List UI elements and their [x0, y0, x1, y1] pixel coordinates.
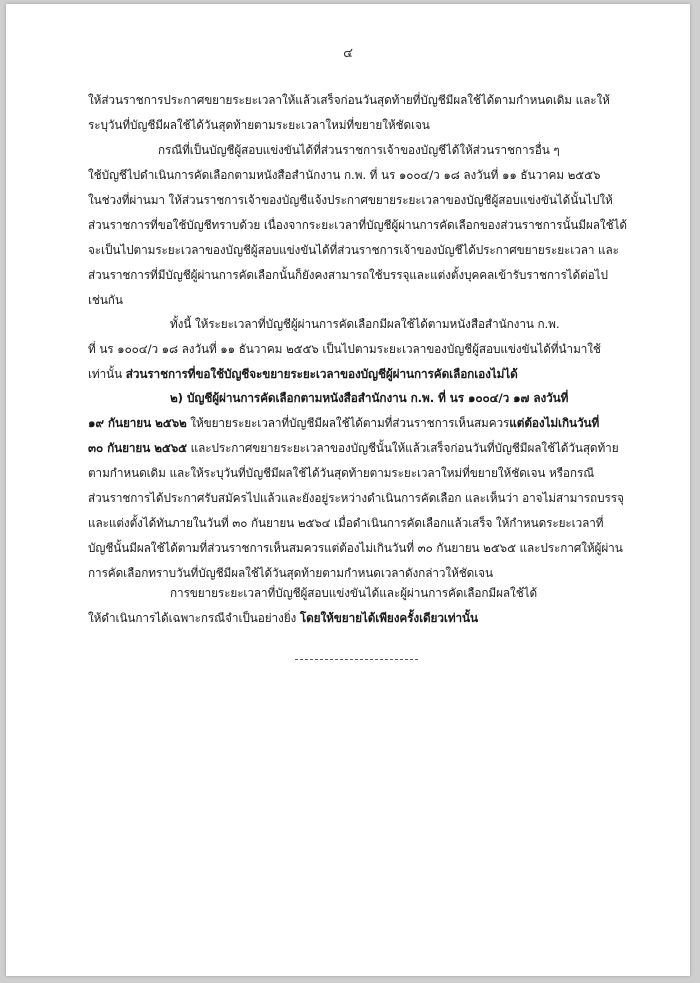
text-line: [88, 606, 623, 631]
text-line: ส่วนราชการที่ขอใช้บัญชีทราบด้วย เนื่องจากระยะเวลาที่บัญชีผู้ผ่านการคัดเลือกของส่วนราชการนั้นมีผลใช้ได้: [88, 218, 627, 232]
text-span: ให้ขยายระยะเวลาที่บัญชีมีผลใช้ได้ตามที่ส่วนราชการเห็นสมควร: [186, 416, 510, 430]
text-span: เท่านั้น: [88, 367, 126, 381]
text-line: การขยายระยะเวลาที่บัญชีผู้สอบแข่งขันได้และผู้ผ่านการคัดเลือกมีผลใช้ได้: [170, 586, 538, 600]
text-line: [88, 362, 623, 387]
paragraph-1: [88, 88, 623, 138]
text-line: บัญชีนั้นมีผลใช้ได้ตามที่ส่วนราชการเห็นสมควรแต่ต้องไม่เกินวันที่ ๓๐ กันยายน ๒๕๖๕ และประกาศให้ผู้ผ่าน: [88, 541, 623, 555]
text-line: [88, 411, 623, 436]
section-heading: ๒) บัญชีผู้ผ่านการคัดเลือกตามหนังสือสำนักงาน ก.พ. ที่ นร ๑๐๐๔/ว ๑๗ ลงวันที่: [170, 391, 569, 405]
document-page: [6, 4, 690, 976]
text-span: ให้ดำเนินการได้เฉพาะกรณีจำเป็นอย่างยิ่ง: [88, 611, 300, 625]
text-line: ที่ นร ๑๐๐๔/ว ๑๘ ลงวันที่ ๑๑ ธันวาคม ๒๕๕๖ เป็นไปตามระยะเวลาของบัญชีผู้สอบแข่งขันได้ที่นำมาใช้: [88, 342, 601, 356]
text-line: ใช้บัญชีไปดำเนินการคัดเลือกตามหนังสือสำนักงาน ก.พ. ที่ นร ๑๐๐๔/ว ๑๘ ลงวันที่ ๑๑ ธันวาคม ๒๕๕๖: [88, 168, 601, 182]
page-number: ๔: [343, 46, 353, 61]
text-line: เช่นกัน: [88, 293, 123, 307]
paragraph-5: [88, 581, 623, 631]
paragraph-2: [88, 138, 627, 313]
text-line: ส่วนราชการที่มีบัญชีผู้ผ่านการคัดเลือกนั้นก็ยังคงสามารถใช้บรรจุและแต่งตั้งบุคคลเข้ารับราชการได้ต่อไป: [88, 268, 608, 282]
text-line: ในช่วงที่ผ่านมา ให้ส่วนราชการเจ้าของบัญชีแจ้งประกาศขยายระยะเวลาของบัญชีผู้สอบแข่งขันได้นั้นไปให้: [88, 193, 613, 207]
text-line: ส่วนราชการได้ประกาศรับสมัครไปแล้วและยังอยู่ระหว่างดำเนินการคัดเลือก และเห็นว่า อาจไม่สามารถบรรจุ: [88, 491, 624, 505]
bold-text: โดยให้ขยายได้เพียงครั้งเดียวเท่านั้น: [299, 611, 478, 625]
text-line: ตามกำหนดเดิม และให้ระบุวันที่บัญชีมีผลใช้ได้วันสุดท้ายตามระยะเวลาใหม่ที่ขยายให้ชัดเจน หรือกรณี: [88, 466, 595, 480]
text-line: [88, 436, 623, 461]
bold-text: แต่ต้องไม่เกินวันที่: [509, 416, 600, 430]
text-line: การคัดเลือกทราบวันที่บัญชีมีผลใช้ได้วันสุดท้ายตามกำหนดเวลาดังกล่าวให้ชัดเจน: [88, 566, 493, 580]
end-divider: [295, 659, 418, 660]
text-line: จะเป็นไปตามระยะเวลาของบัญชีผู้สอบแข่งขันได้ที่ส่วนราชการเจ้าของบัญชีได้ประกาศขยายระยะเวลา และ: [88, 243, 619, 257]
bold-date: ๓๐ กันยายน ๒๕๖๕: [88, 441, 187, 455]
bold-text: ส่วนราชการที่ขอใช้บัญชีจะขยายระยะเวลาของบัญชีผู้ผ่านการคัดเลือกเองไม่ได้: [125, 367, 518, 381]
text-line: กรณีที่เป็นบัญชีผู้สอบแข่งขันได้ที่ส่วนราชการเจ้าของบัญชีได้ให้ส่วนราชการอื่น ๆ: [158, 143, 560, 157]
text-line: และแต่งตั้งได้ทันภายในวันที่ ๓๐ กันยายน ๒๕๖๔ เมื่อดำเนินการคัดเลือกแล้วเสร็จ ให้กำหนดระยะเวลาที่: [88, 516, 604, 530]
bold-date: ๑๙ กันยายน ๒๕๖๒: [88, 416, 187, 430]
text-line: ให้ส่วนราชการประกาศขยายระยะเวลาให้แล้วเสร็จก่อนวันสุดท้ายที่บัญชีมีผลใช้ได้ตามกำหนดเดิม และให้: [88, 93, 610, 107]
text-span: และประกาศขยายระยะเวลาของบัญชีนั้นให้แล้วเสร็จก่อนวันที่บัญชีมีผลใช้ได้วันสุดท้าย: [186, 441, 619, 455]
paragraph-4: [88, 386, 623, 586]
paragraph-3: [88, 312, 623, 387]
text-line: ทั้งนี้ ให้ระยะเวลาที่บัญชีผู้ผ่านการคัดเลือกมีผลใช้ได้ตามหนังสือสำนักงาน ก.พ.: [170, 317, 560, 331]
text-line: ระบุวันที่บัญชีมีผลใช้ได้วันสุดท้ายตามระยะเวลาใหม่ที่ขยายให้ชัดเจน: [88, 118, 430, 132]
